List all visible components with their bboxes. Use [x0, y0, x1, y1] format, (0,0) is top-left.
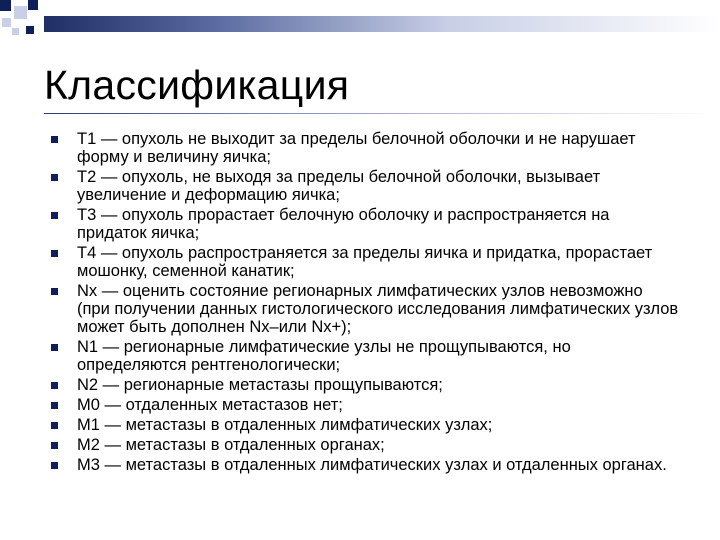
list-item-text: Т3 — опухоль прорастает белочную оболочку и распространяется на придаток яичка; — [77, 206, 610, 242]
list-item — [40, 282, 680, 336]
list-item — [40, 416, 680, 434]
square-bullet-icon — [51, 288, 58, 295]
corner-square-2 — [14, 6, 27, 19]
square-bullet-icon — [51, 442, 58, 449]
list-item — [40, 244, 680, 280]
list-item — [40, 376, 680, 394]
square-bullet-icon — [51, 462, 58, 469]
list-item-text: N2 — регионарные метастазы прощупываются; — [77, 376, 443, 394]
corner-square-5 — [26, 26, 34, 34]
list-item-text: Nx — оценить состояние регионарных лимфатических узлов невозможно (при получении данных гистологического исследования лимфатических узлов может быть дополнен Nx–или Nx+); — [77, 282, 679, 336]
title-underline — [44, 113, 712, 114]
square-bullet-icon — [51, 382, 58, 389]
square-bullet-icon — [51, 250, 58, 257]
square-bullet-icon — [51, 402, 58, 409]
square-bullet-icon — [51, 174, 58, 181]
header-gradient-bar — [44, 16, 720, 32]
classification-list — [40, 130, 680, 476]
list-item — [40, 456, 680, 474]
list-item-text: М1 — метастазы в отдаленных лимфатических узлах; — [77, 416, 493, 434]
list-item — [40, 206, 680, 242]
square-bullet-icon — [51, 136, 58, 143]
list-item-text: Т1 — опухоль не выходит за пределы белочной оболочки и не нарушает форму и величину яичка; — [77, 130, 636, 166]
corner-square-4 — [2, 18, 11, 27]
square-bullet-icon — [51, 344, 58, 351]
corner-square-3 — [28, 0, 38, 10]
list-item — [40, 436, 680, 454]
list-item — [40, 168, 680, 204]
list-item — [40, 130, 680, 166]
list-item-text: N1 — регионарные лимфатические узлы не прощупываются, но определяются рентгенологически; — [77, 338, 571, 374]
square-bullet-icon — [51, 212, 58, 219]
square-bullet-icon — [51, 422, 58, 429]
slide-title: Классификация — [44, 62, 350, 108]
corner-square-6 — [12, 28, 19, 35]
list-item-text: Т2 — опухоль, не выходя за пределы белочной оболочки, вызывает увеличение и деформацию яичка; — [77, 168, 601, 204]
list-item-text: М0 — отдаленных метастазов нет; — [77, 396, 343, 414]
list-item-text: М3 — метастазы в отдаленных лимфатических узлах и отдаленных органах. — [77, 456, 667, 474]
list-item — [40, 338, 680, 374]
list-item — [40, 396, 680, 414]
corner-square-1 — [0, 0, 11, 11]
list-item-text: Т4 — опухоль распространяется за пределы яичка и придатка, прорастает мошонку, семенной канатик; — [77, 244, 653, 280]
list-item-text: М2 — метастазы в отдаленных органах; — [77, 436, 385, 454]
